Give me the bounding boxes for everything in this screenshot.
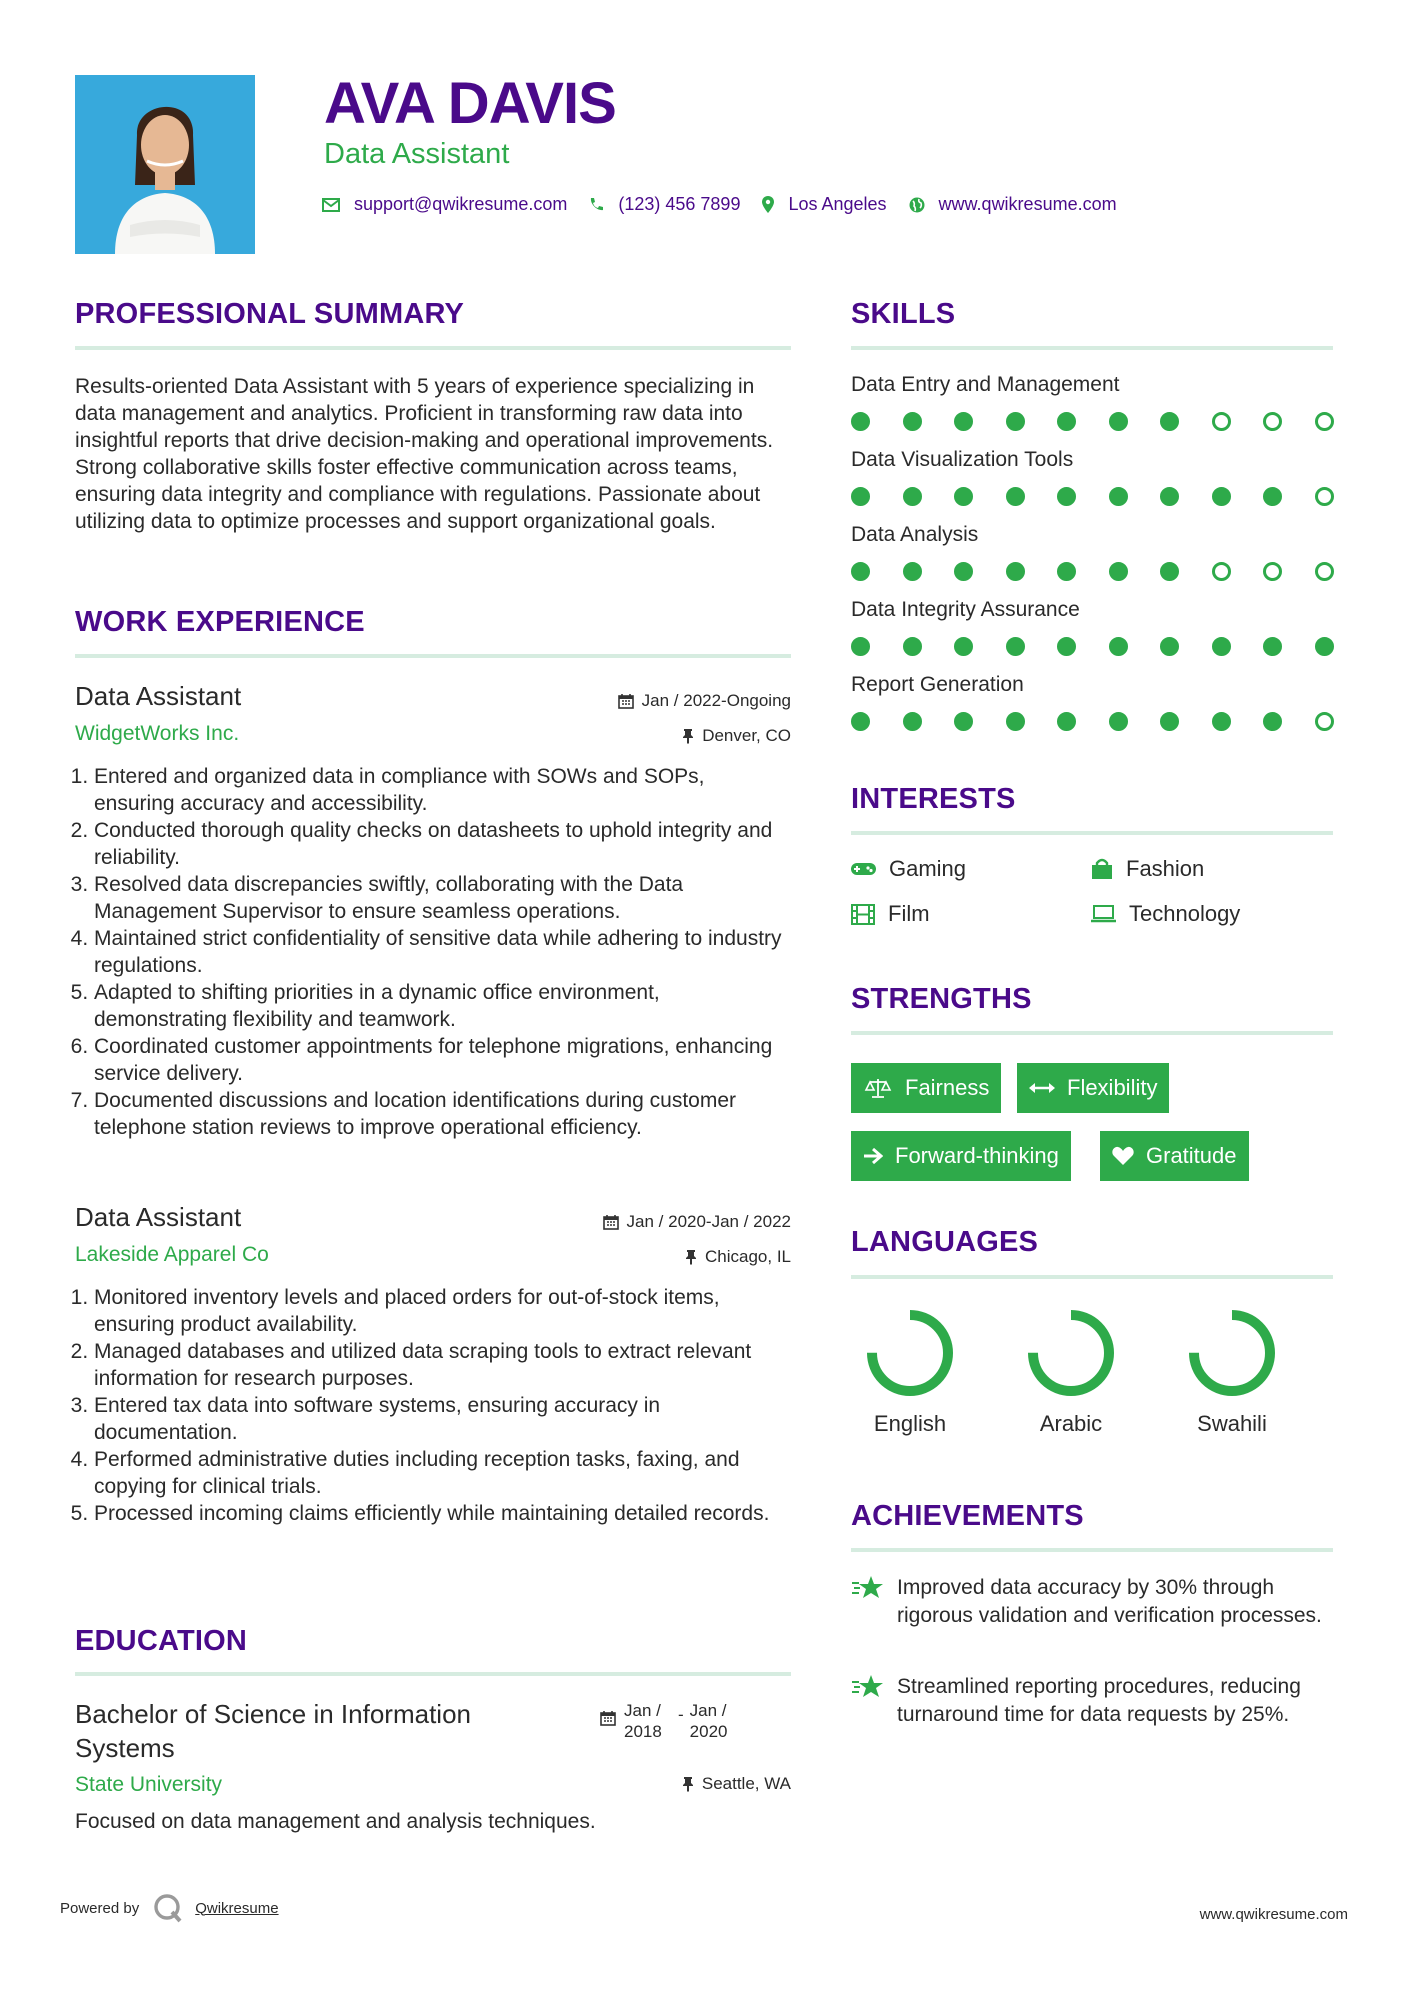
job-title: Data Assistant <box>75 1202 242 1232</box>
job-dates-text: Jan / 2020-Jan / 2022 <box>626 1212 791 1231</box>
contact-email[interactable] <box>322 194 567 215</box>
education-location-text: Seattle, WA <box>701 1774 791 1793</box>
skill-dot-filled <box>903 412 922 431</box>
skill-rating <box>851 562 1334 581</box>
skill-dot-filled <box>1263 487 1282 506</box>
job-location-text: Denver, CO <box>702 726 791 745</box>
interest-item <box>1091 901 1240 927</box>
experience-divider <box>75 654 791 658</box>
skills-divider <box>851 346 1333 350</box>
film-icon <box>851 904 875 925</box>
skill-dot-filled <box>1212 712 1231 731</box>
skill-dot-filled <box>1315 637 1334 656</box>
duty-item: 3. Entered tax data into software systems, ensuring accuracy in documentation. <box>94 1392 790 1446</box>
achievement-item <box>851 1673 1341 1729</box>
duty-item: 7. Documented discussions and location identifications during customer telephone station reviews to improve operational efficiency. <box>94 1087 790 1141</box>
skill-dot-filled <box>954 562 973 581</box>
skill-dot-empty <box>1263 562 1282 581</box>
interest-label: Gaming <box>889 856 967 881</box>
achievements-divider <box>851 1548 1333 1552</box>
skill-dot-filled <box>1006 637 1025 656</box>
language-gauge <box>1023 1305 1119 1401</box>
achievement-item <box>851 1574 1341 1630</box>
skill-dot-filled <box>851 562 870 581</box>
education-dates <box>600 1700 738 1742</box>
skill-dot-filled <box>1160 562 1179 581</box>
strength-label: Gratitude <box>1146 1143 1237 1168</box>
skill-dot-filled <box>1109 637 1128 656</box>
contact-location-text: Los Angeles <box>788 194 887 214</box>
education-location <box>682 1774 791 1794</box>
job-location <box>682 726 791 746</box>
skill-dot-filled <box>1006 712 1025 731</box>
job-duties-list <box>68 763 790 1141</box>
skill-dot-filled <box>1212 487 1231 506</box>
language-gauge-arc <box>1194 1315 1270 1391</box>
interest-label: Technology <box>1129 901 1241 926</box>
skill-dot-filled <box>1057 487 1076 506</box>
job-location <box>685 1247 791 1267</box>
skill-dot-filled <box>954 412 973 431</box>
skill-dot-empty <box>1212 562 1231 581</box>
strengths-divider <box>851 1031 1333 1035</box>
job-dates <box>603 1212 791 1232</box>
interests-divider <box>851 831 1333 835</box>
strength-tag <box>851 1131 1071 1181</box>
skill-name: Data Entry and Management <box>851 373 1120 396</box>
calendar-icon <box>603 1214 619 1230</box>
envelope-icon <box>322 198 340 212</box>
skill-dot-filled <box>954 712 973 731</box>
skill-dot-filled <box>1057 637 1076 656</box>
achievement-text: Streamlined reporting procedures, reducing turnaround time for data requests by 25%. <box>897 1675 1301 1726</box>
job-company: WidgetWorks Inc. <box>75 722 240 745</box>
summary-heading: PROFESSIONAL SUMMARY <box>75 298 465 330</box>
skill-dot-filled <box>1057 712 1076 731</box>
skill-dot-empty <box>1315 487 1334 506</box>
skill-dot-filled <box>1057 562 1076 581</box>
skill-dot-filled <box>851 487 870 506</box>
powered-by-label: Powered by <box>60 1899 140 1917</box>
skill-dot-filled <box>1109 712 1128 731</box>
skill-dot-filled <box>1263 637 1282 656</box>
contact-location <box>762 194 886 215</box>
skill-dot-filled <box>1160 637 1179 656</box>
contact-phone[interactable] <box>589 194 740 215</box>
skill-dot-filled <box>851 637 870 656</box>
education-degree: Bachelor of Science in Information Systems <box>75 1699 471 1763</box>
education-school: State University <box>75 1773 223 1796</box>
education-end: Jan / 2020 <box>689 1701 728 1741</box>
duty-item: 4. Performed administrative duties including reception tasks, faxing, and copying for clinical trials. <box>94 1446 790 1500</box>
balance-scale-icon <box>863 1078 893 1098</box>
skill-dot-empty <box>1263 412 1282 431</box>
contact-website[interactable] <box>909 194 1117 215</box>
strength-tag <box>851 1063 1001 1113</box>
job-duties-list <box>68 1284 790 1527</box>
job-dates <box>618 691 791 711</box>
duty-item: 5. Adapted to shifting priorities in a dynamic office environment, demonstrating flexibility and teamwork. <box>94 979 790 1033</box>
skill-dot-filled <box>851 412 870 431</box>
summary-divider <box>75 346 791 350</box>
languages-heading: LANGUAGES <box>851 1226 1039 1258</box>
contact-website-text: www.qwikresume.com <box>938 194 1117 214</box>
education-description: Focused on data management and analysis techniques. <box>75 1810 596 1833</box>
footer-website[interactable]: www.qwikresume.com <box>1199 1906 1348 1923</box>
skill-rating <box>851 412 1334 431</box>
language-item <box>1006 1305 1136 1437</box>
duty-item: 6. Coordinated customer appointments for telephone migrations, enhancing service delivery. <box>94 1033 790 1087</box>
skill-dot-filled <box>954 487 973 506</box>
globe-icon <box>909 197 925 213</box>
skill-dot-empty <box>1315 412 1334 431</box>
job-dates-text: Jan / 2022-Ongoing <box>641 691 791 710</box>
language-item <box>845 1305 975 1437</box>
skill-rating <box>851 487 1334 506</box>
skill-dot-filled <box>903 562 922 581</box>
skill-dot-filled <box>1109 562 1128 581</box>
qwikresume-logo-icon <box>153 1893 183 1923</box>
skill-dot-filled <box>903 487 922 506</box>
education-divider <box>75 1672 791 1676</box>
skill-dot-empty <box>1315 712 1334 731</box>
skill-dot-filled <box>1160 487 1179 506</box>
skills-heading: SKILLS <box>851 298 956 330</box>
education-start: Jan / 2018 <box>624 1701 662 1741</box>
profile-photo <box>75 75 255 254</box>
skill-dot-filled <box>903 712 922 731</box>
language-gauge-arc <box>872 1315 948 1391</box>
interest-label: Film <box>888 901 930 926</box>
skill-dot-filled <box>903 637 922 656</box>
duty-item: 2. Managed databases and utilized data scraping tools to extract relevant information for research purposes. <box>94 1338 790 1392</box>
skill-dot-filled <box>1006 487 1025 506</box>
duty-item: 2. Conducted thorough quality checks on datasheets to uphold integrity and reliability. <box>94 817 790 871</box>
language-name: Arabic <box>1039 1411 1103 1436</box>
job-title: Data Assistant <box>75 681 242 711</box>
interests-heading: INTERESTS <box>851 783 1016 815</box>
shopping-bag-icon <box>1091 858 1113 880</box>
duty-item: 5. Processed incoming claims efficiently while maintaining detailed records. <box>94 1500 790 1527</box>
strength-label: Forward-thinking <box>895 1143 1059 1168</box>
calendar-icon <box>600 1710 616 1726</box>
languages-divider <box>851 1275 1333 1279</box>
duty-item: 3. Resolved data discrepancies swiftly, collaborating with the Data Management Supervisor to ensure seamless operations. <box>94 871 790 925</box>
calendar-icon <box>618 693 634 709</box>
education-heading: EDUCATION <box>75 1625 248 1657</box>
job-location-text: Chicago, IL <box>705 1247 791 1266</box>
skill-rating <box>851 637 1334 656</box>
language-gauge <box>862 1305 958 1401</box>
skill-dot-filled <box>1212 637 1231 656</box>
strength-label: Fairness <box>905 1075 990 1100</box>
skill-dot-filled <box>954 637 973 656</box>
achievements-heading: ACHIEVEMENTS <box>851 1500 1084 1532</box>
star-icon <box>851 1673 885 1701</box>
star-icon <box>851 1574 885 1602</box>
duty-item: 4. Maintained strict confidentiality of sensitive data while adhering to industry regulations. <box>94 925 790 979</box>
skill-name: Data Visualization Tools <box>851 448 1074 471</box>
qwikresume-link[interactable]: Qwikresume <box>195 1899 279 1917</box>
language-gauge-arc <box>1033 1315 1109 1391</box>
interest-label: Fashion <box>1126 856 1205 881</box>
skill-dot-filled <box>1006 412 1025 431</box>
contact-phone-text: (123) 456 7899 <box>618 194 741 214</box>
skill-dot-filled <box>1160 412 1179 431</box>
skill-rating <box>851 712 1334 731</box>
skill-dot-filled <box>1057 412 1076 431</box>
heart-icon <box>1112 1146 1134 1166</box>
skill-dot-filled <box>1109 412 1128 431</box>
footer-powered-by <box>60 1893 279 1923</box>
strength-tag <box>1100 1131 1249 1181</box>
skill-dot-empty <box>1315 562 1334 581</box>
interest-item <box>1091 856 1204 882</box>
candidate-title: Data Assistant <box>324 138 510 170</box>
contact-bar <box>322 194 1139 215</box>
strength-tag <box>1017 1063 1169 1113</box>
pushpin-icon <box>682 1776 694 1792</box>
skill-dot-filled <box>851 712 870 731</box>
gamepad-icon <box>851 861 876 877</box>
strengths-heading: STRENGTHS <box>851 983 1032 1015</box>
duty-item: 1. Monitored inventory levels and placed orders for out-of-stock items, ensuring product availability. <box>94 1284 790 1338</box>
arrow-right-icon <box>863 1147 883 1165</box>
phone-icon <box>589 197 604 212</box>
strength-label: Flexibility <box>1067 1075 1158 1100</box>
achievement-text: Improved data accuracy by 30% through rigorous validation and verification processes. <box>897 1576 1322 1627</box>
candidate-name: AVA DAVIS <box>324 71 616 136</box>
skill-dot-filled <box>1109 487 1128 506</box>
skill-dot-filled <box>1263 712 1282 731</box>
contact-email-text: support@qwikresume.com <box>354 194 568 214</box>
experience-heading: WORK EXPERIENCE <box>75 606 365 638</box>
map-marker-icon <box>762 196 774 213</box>
skill-name: Data Integrity Assurance <box>851 598 1080 621</box>
skill-name: Report Generation <box>851 673 1024 696</box>
education-date-separator: - <box>678 1705 684 1724</box>
language-name: Swahili <box>1197 1411 1267 1436</box>
arrows-horizontal-icon <box>1029 1081 1055 1095</box>
skill-dot-empty <box>1212 412 1231 431</box>
language-item <box>1167 1305 1297 1437</box>
interest-item <box>851 856 966 882</box>
language-name: English <box>873 1411 947 1436</box>
laptop-icon <box>1091 905 1116 923</box>
job-company: Lakeside Apparel Co <box>75 1243 269 1266</box>
pushpin-icon <box>685 1249 697 1265</box>
skill-name: Data Analysis <box>851 523 979 546</box>
language-gauge <box>1184 1305 1280 1401</box>
duty-item: 1. Entered and organized data in compliance with SOWs and SOPs, ensuring accuracy and accessibility. <box>94 763 790 817</box>
interest-item <box>851 901 930 927</box>
pushpin-icon <box>682 728 694 744</box>
summary-text: Results-oriented Data Assistant with 5 years of experience specializing in data management and analytics. Proficient in transforming raw data into insightful reports that drive decision-making and operational improvements. Strong collaborative skills foster effective communication across teams, ensuring data integrity and compliance with regulations. Passionate about utilizing data to optimize processes and support organizational goals. <box>75 375 774 533</box>
skill-dot-filled <box>1006 562 1025 581</box>
skill-dot-filled <box>1160 712 1179 731</box>
